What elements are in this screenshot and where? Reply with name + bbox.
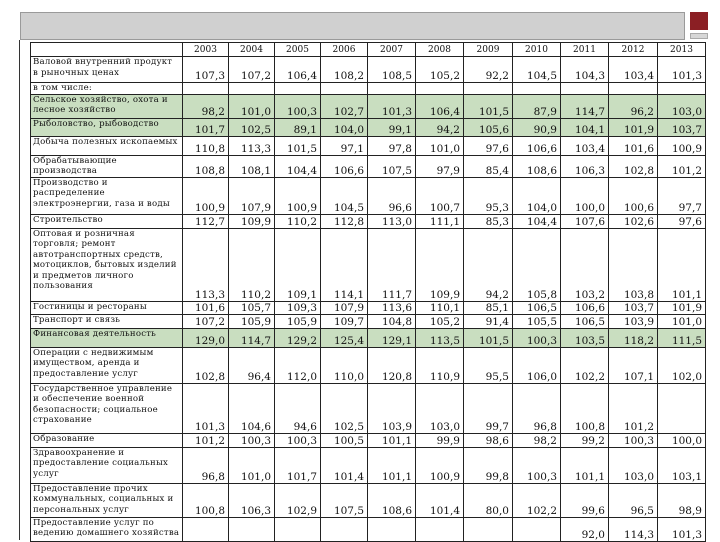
value-cell: 99,7 [464,383,513,433]
row-label: в том числе: [31,83,183,95]
corner-square-decoration [690,12,708,30]
value-cell: 111,7 [368,228,416,301]
value-cell: 103,0 [609,447,658,483]
value-cell: 102,2 [561,347,609,383]
value-cell: 104,3 [561,57,609,83]
year-header: 2013 [658,43,706,57]
value-cell: 101,0 [658,314,706,328]
value-cell: 102,0 [658,347,706,383]
year-header: 2006 [321,43,368,57]
value-cell [321,83,368,95]
value-cell [229,83,275,95]
table-row [31,118,706,136]
value-cell: 113,0 [368,214,416,228]
value-cell: 99,2 [561,433,609,447]
value-cell: 106,5 [513,301,561,314]
value-cell: 105,7 [229,301,275,314]
value-cell: 107,3 [183,57,229,83]
value-cell: 104,5 [321,177,368,214]
value-cell: 103,9 [368,383,416,433]
value-cell: 97,1 [321,136,368,155]
value-cell: 101,9 [658,301,706,314]
value-cell: 110,9 [416,347,464,383]
value-cell: 112,8 [321,214,368,228]
value-cell: 98,6 [464,433,513,447]
value-cell: 106,3 [229,483,275,517]
corner-bar-decoration [690,33,708,39]
value-cell: 106,4 [275,57,321,83]
table-row [31,433,706,447]
year-header: 2011 [561,43,609,57]
value-cell: 101,5 [464,94,513,118]
value-cell [609,83,658,95]
table-row [31,136,706,155]
value-cell: 107,2 [229,57,275,83]
value-cell: 129,1 [368,328,416,347]
value-cell: 110,1 [416,301,464,314]
value-cell: 110,0 [321,347,368,383]
left-margin-rule [19,40,20,540]
value-cell: 101,5 [464,328,513,347]
value-cell: 101,0 [229,447,275,483]
table-row [31,347,706,383]
value-cell: 96,2 [609,94,658,118]
header-row [31,43,706,57]
value-cell: 106,6 [321,155,368,177]
value-cell: 101,3 [658,517,706,541]
value-cell: 100,9 [183,177,229,214]
value-cell: 100,7 [416,177,464,214]
value-cell: 107,9 [321,301,368,314]
value-cell: 105,2 [416,57,464,83]
value-cell: 99,9 [416,433,464,447]
value-cell: 102,5 [321,383,368,433]
value-cell: 103,1 [658,447,706,483]
value-cell: 113,3 [183,228,229,301]
value-cell: 125,4 [321,328,368,347]
value-cell: 95,5 [464,347,513,383]
value-cell: 94,2 [464,228,513,301]
row-label: Финансовая деятельность [31,328,183,347]
value-cell [513,517,561,541]
row-label: Операции с недвижимым имуществом, аренда и предоставление услуг [31,347,183,383]
value-cell: 107,5 [321,483,368,517]
value-cell [275,517,321,541]
row-label: Добыча полезных ископаемых [31,136,183,155]
value-cell: 80,0 [464,483,513,517]
value-cell: 102,7 [321,94,368,118]
value-cell: 101,4 [416,483,464,517]
value-cell: 101,1 [561,447,609,483]
row-label: Рыболовство, рыбоводство [31,118,183,136]
value-cell: 97,7 [658,177,706,214]
value-cell: 103,4 [609,57,658,83]
value-cell: 103,9 [609,314,658,328]
value-cell: 106,4 [416,94,464,118]
value-cell: 105,6 [464,118,513,136]
year-header: 2012 [609,43,658,57]
title-bar [20,12,685,40]
value-cell: 101,9 [609,118,658,136]
value-cell: 96,8 [513,383,561,433]
value-cell: 103,5 [561,328,609,347]
value-cell: 97,9 [416,155,464,177]
value-cell: 107,1 [609,347,658,383]
value-cell: 108,8 [183,155,229,177]
value-cell [464,517,513,541]
value-cell: 98,9 [658,483,706,517]
row-label: Оптовая и розничная торговля; ремонт автотранспортных средств, мотоциклов, бытовых изделий и предметов личного пользования [31,228,183,301]
value-cell: 101,3 [658,57,706,83]
gdp-index-table [30,42,706,542]
row-label: Государственное управление и обеспечение военной безопасности; социальное страхование [31,383,183,433]
value-cell: 100,3 [229,433,275,447]
value-cell: 104,5 [513,57,561,83]
table-row [31,83,706,95]
value-cell: 100,6 [609,177,658,214]
value-cell: 104,0 [513,177,561,214]
value-cell: 106,5 [561,314,609,328]
value-cell [561,83,609,95]
table-row [31,155,706,177]
value-cell: 114,7 [561,94,609,118]
row-label: Обрабатывающие производства [31,155,183,177]
value-cell: 101,6 [609,136,658,155]
value-cell: 102,2 [513,483,561,517]
value-cell: 101,6 [183,301,229,314]
value-cell: 104,4 [513,214,561,228]
value-cell: 103,2 [561,228,609,301]
value-cell: 102,8 [609,155,658,177]
value-cell: 101,2 [609,383,658,433]
value-cell: 105,9 [275,314,321,328]
value-cell: 114,7 [229,328,275,347]
value-cell: 85,4 [464,155,513,177]
value-cell: 104,0 [321,118,368,136]
value-cell: 96,5 [609,483,658,517]
value-cell: 112,7 [183,214,229,228]
value-cell: 103,4 [561,136,609,155]
value-cell: 100,3 [275,94,321,118]
value-cell: 107,5 [368,155,416,177]
value-cell: 109,9 [229,214,275,228]
value-cell: 100,9 [658,136,706,155]
value-cell [416,83,464,95]
value-cell: 113,6 [368,301,416,314]
value-cell: 97,8 [368,136,416,155]
value-cell [368,83,416,95]
row-label: Транспорт и связь [31,314,183,328]
value-cell: 103,0 [416,383,464,433]
value-cell: 92,2 [464,57,513,83]
value-cell: 109,9 [416,228,464,301]
value-cell [183,83,229,95]
value-cell: 101,1 [658,228,706,301]
value-cell: 101,0 [229,94,275,118]
value-cell [464,83,513,95]
value-cell: 107,2 [183,314,229,328]
value-cell: 101,7 [275,447,321,483]
value-cell: 105,9 [229,314,275,328]
value-cell: 102,8 [183,347,229,383]
row-label: Валовой внутренний продукт в рыночных ценах [31,57,183,83]
value-cell: 104,6 [229,383,275,433]
value-cell: 90,9 [513,118,561,136]
table-row [31,383,706,433]
value-cell: 109,3 [275,301,321,314]
year-header: 2003 [183,43,229,57]
value-cell: 120,8 [368,347,416,383]
value-cell: 85,1 [464,301,513,314]
row-label: Гостиницы и рестораны [31,301,183,314]
value-cell [658,383,706,433]
value-cell: 100,5 [321,433,368,447]
value-cell: 87,9 [513,94,561,118]
table-row [31,314,706,328]
value-cell: 100,8 [183,483,229,517]
value-cell: 100,3 [609,433,658,447]
value-cell [368,517,416,541]
value-cell: 100,3 [513,447,561,483]
value-cell: 101,2 [658,155,706,177]
year-header: 2004 [229,43,275,57]
value-cell [275,83,321,95]
value-cell: 101,1 [368,447,416,483]
value-cell: 102,5 [229,118,275,136]
value-cell: 107,9 [229,177,275,214]
value-cell: 101,3 [183,383,229,433]
value-cell [321,517,368,541]
value-cell: 106,3 [561,155,609,177]
value-cell: 110,2 [229,228,275,301]
value-cell: 100,3 [275,433,321,447]
value-cell: 129,0 [183,328,229,347]
table-row [31,94,706,118]
value-cell: 111,5 [658,328,706,347]
value-cell [416,517,464,541]
row-label: Здравоохранение и предоставление социальных услуг [31,447,183,483]
value-cell: 104,1 [561,118,609,136]
value-cell [513,83,561,95]
value-cell [229,517,275,541]
year-header: 2005 [275,43,321,57]
value-cell: 97,6 [464,136,513,155]
value-cell: 108,5 [368,57,416,83]
value-cell: 94,2 [416,118,464,136]
row-label: Образование [31,433,183,447]
table-row [31,301,706,314]
value-cell: 109,1 [275,228,321,301]
value-cell: 96,4 [229,347,275,383]
value-cell: 101,2 [183,433,229,447]
value-cell: 129,2 [275,328,321,347]
year-header: 2009 [464,43,513,57]
year-header: 2010 [513,43,561,57]
value-cell: 101,1 [368,433,416,447]
value-cell: 114,3 [609,517,658,541]
row-label: Сельское хозяйство, охота и лесное хозяйство [31,94,183,118]
table-row [31,228,706,301]
value-cell: 103,8 [609,228,658,301]
value-cell: 96,6 [368,177,416,214]
value-cell: 100,0 [658,433,706,447]
table-row [31,177,706,214]
value-cell: 100,0 [561,177,609,214]
value-cell: 100,3 [513,328,561,347]
value-cell: 104,8 [368,314,416,328]
value-cell: 102,9 [275,483,321,517]
value-cell: 105,5 [513,314,561,328]
value-cell: 95,3 [464,177,513,214]
value-cell: 108,6 [513,155,561,177]
value-cell: 97,6 [658,214,706,228]
table-row [31,57,706,83]
value-cell: 103,7 [658,118,706,136]
value-cell [658,83,706,95]
row-label: Производство и распределение электроэнергии, газа и воды [31,177,183,214]
value-cell: 89,1 [275,118,321,136]
value-cell: 108,6 [368,483,416,517]
value-cell: 96,8 [183,447,229,483]
value-cell: 106,6 [561,301,609,314]
value-cell: 94,6 [275,383,321,433]
value-cell: 92,0 [561,517,609,541]
value-cell: 106,6 [513,136,561,155]
value-cell: 107,6 [561,214,609,228]
value-cell: 99,6 [561,483,609,517]
table-row [31,214,706,228]
value-cell: 98,2 [183,94,229,118]
value-cell: 85,3 [464,214,513,228]
value-cell: 101,3 [368,94,416,118]
value-cell: 108,1 [229,155,275,177]
value-cell: 98,2 [513,433,561,447]
value-cell: 103,7 [609,301,658,314]
value-cell: 110,2 [275,214,321,228]
value-cell: 100,9 [416,447,464,483]
value-cell: 103,0 [658,94,706,118]
header-corner [31,43,183,57]
value-cell: 99,1 [368,118,416,136]
value-cell [183,517,229,541]
value-cell: 101,0 [416,136,464,155]
table-row [31,447,706,483]
value-cell: 109,7 [321,314,368,328]
value-cell: 105,2 [416,314,464,328]
value-cell: 111,1 [416,214,464,228]
row-label: Предоставление прочих коммунальных, социальных и персональных услуг [31,483,183,517]
table-row [31,517,706,541]
table-row [31,483,706,517]
value-cell: 114,1 [321,228,368,301]
value-cell: 113,5 [416,328,464,347]
value-cell: 105,8 [513,228,561,301]
value-cell: 101,7 [183,118,229,136]
value-cell: 91,4 [464,314,513,328]
value-cell: 104,4 [275,155,321,177]
value-cell: 106,0 [513,347,561,383]
value-cell: 118,2 [609,328,658,347]
value-cell: 112,0 [275,347,321,383]
value-cell: 101,4 [321,447,368,483]
value-cell: 108,2 [321,57,368,83]
table-row [31,328,706,347]
value-cell: 100,8 [561,383,609,433]
row-label: Предоставление услуг по ведению домашнего хозяйства [31,517,183,541]
value-cell: 101,5 [275,136,321,155]
value-cell: 113,3 [229,136,275,155]
row-label: Строительство [31,214,183,228]
value-cell: 99,8 [464,447,513,483]
value-cell: 110,8 [183,136,229,155]
year-header: 2007 [368,43,416,57]
value-cell: 100,9 [275,177,321,214]
value-cell: 102,6 [609,214,658,228]
year-header: 2008 [416,43,464,57]
